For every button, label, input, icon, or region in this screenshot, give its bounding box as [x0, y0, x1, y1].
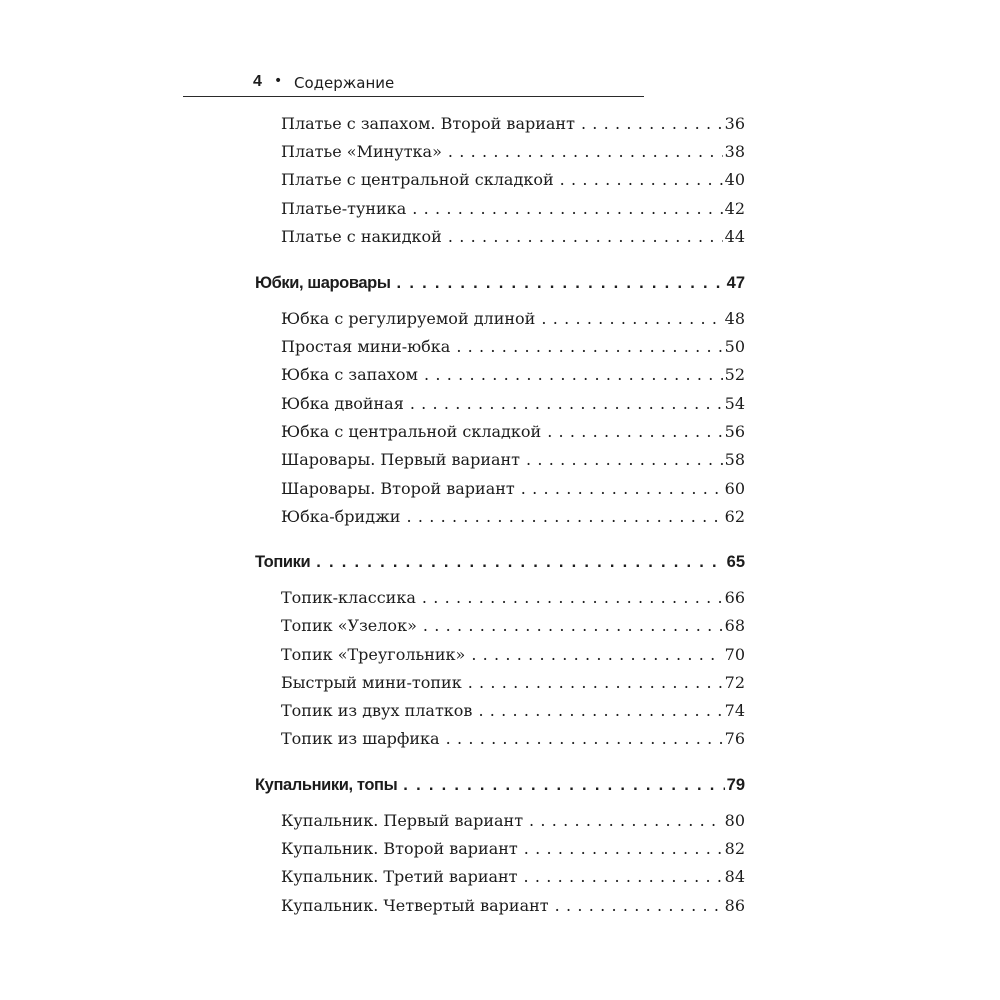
toc-section-swimwear[interactable]: [255, 776, 745, 795]
toc-item-title: Топик из шарфика: [281, 729, 440, 748]
toc-leader-dots: [560, 170, 723, 189]
toc-item[interactable]: [281, 811, 745, 830]
toc-item-page: 42: [724, 199, 745, 218]
toc-item[interactable]: [281, 588, 745, 607]
toc-leader-dots: [316, 553, 724, 572]
toc-item-page: 82: [724, 839, 745, 858]
toc-item[interactable]: [281, 701, 745, 720]
toc-item-page: 62: [724, 507, 745, 526]
toc-item[interactable]: [281, 422, 745, 441]
toc-leader-dots: [471, 645, 722, 664]
toc-item[interactable]: [281, 507, 745, 526]
toc-item-title: Топик «Треугольник»: [281, 645, 466, 664]
toc-item-title: Юбка с центральной складкой: [281, 422, 542, 441]
toc-leader-dots: [478, 701, 722, 720]
toc-leader-dots: [410, 394, 723, 413]
toc-item[interactable]: [281, 896, 745, 915]
toc-section-page: 47: [726, 274, 745, 292]
toc-item-page: 70: [724, 645, 745, 664]
toc-item[interactable]: [281, 337, 745, 356]
toc-leader-dots: [412, 199, 722, 218]
toc-section-page: 79: [726, 776, 745, 794]
toc-item[interactable]: [281, 227, 745, 246]
toc-item[interactable]: [281, 645, 745, 664]
toc-leader-dots: [547, 422, 722, 441]
toc-item[interactable]: [281, 114, 745, 133]
toc-section-title: Купальники, топы: [255, 776, 398, 794]
toc-leader-dots: [581, 114, 723, 133]
toc-leader-dots: [403, 776, 724, 795]
toc-item-title: Купальник. Третий вариант: [281, 867, 518, 886]
toc-leader-dots: [555, 896, 723, 915]
toc-item-title: Топик из двух платков: [281, 701, 473, 720]
toc-section-page: 65: [726, 553, 745, 571]
toc-leader-dots: [406, 507, 722, 526]
header-title: Содержание: [294, 74, 395, 92]
toc-item-page: 50: [724, 337, 745, 356]
toc-item[interactable]: [281, 673, 745, 692]
toc-item-page: 74: [724, 701, 745, 720]
toc-item-title: Платье с центральной складкой: [281, 170, 554, 189]
toc-item-page: 40: [724, 170, 745, 189]
toc-item-title: Топик-классика: [281, 588, 416, 607]
toc-item-title: Юбка-бриджи: [281, 507, 401, 526]
toc-item-title: Юбка с запахом: [281, 365, 418, 384]
toc-item-title: Купальник. Второй вариант: [281, 839, 518, 858]
toc-leader-dots: [448, 142, 723, 161]
toc-leader-dots: [422, 588, 723, 607]
toc-item[interactable]: [281, 170, 745, 189]
toc-section-title: Топики: [255, 553, 311, 571]
toc-item-page: 56: [724, 422, 745, 441]
toc-item-title: Юбка двойная: [281, 394, 404, 413]
toc-item-title: Быстрый мини-топик: [281, 673, 462, 692]
toc-leader-dots: [423, 616, 723, 635]
toc-section-tops[interactable]: [255, 553, 745, 572]
toc-item-page: 68: [724, 616, 745, 635]
toc-item-page: 80: [724, 811, 745, 830]
toc-item-title: Топик «Узелок»: [281, 616, 417, 635]
toc-item-title: Юбка с регулируемой длиной: [281, 309, 536, 328]
toc-leader-dots: [526, 450, 723, 469]
toc-item-page: 60: [724, 479, 745, 498]
toc-item-page: 84: [724, 867, 745, 886]
toc-item-title: Шаровары. Первый вариант: [281, 450, 521, 469]
toc-leader-dots: [529, 811, 723, 830]
toc-item[interactable]: [281, 394, 745, 413]
toc-leader-dots: [468, 673, 723, 692]
toc-item[interactable]: [281, 142, 745, 161]
toc-item-page: 52: [724, 365, 745, 384]
toc-item[interactable]: [281, 365, 745, 384]
header-bullet: •: [274, 73, 283, 89]
toc-leader-dots: [524, 867, 723, 886]
toc-leader-dots: [448, 227, 723, 246]
toc-item-title: Платье-туника: [281, 199, 407, 218]
toc-leader-dots: [456, 337, 722, 356]
toc-leader-dots: [424, 365, 723, 384]
toc-item-page: 76: [724, 729, 745, 748]
toc-item-title: Простая мини-юбка: [281, 337, 451, 356]
toc-item[interactable]: [281, 839, 745, 858]
toc-item[interactable]: [281, 867, 745, 886]
toc-item-page: 66: [724, 588, 745, 607]
toc-leader-dots: [446, 729, 723, 748]
toc-leader-dots: [521, 479, 723, 498]
toc-section-title: Юбки, шаровары: [255, 274, 391, 292]
toc-item-page: 54: [724, 394, 745, 413]
page-number: 4: [253, 73, 262, 90]
toc-leader-dots: [397, 274, 725, 293]
toc-leader-dots: [541, 309, 722, 328]
toc-item-page: 72: [724, 673, 745, 692]
toc-item-title: Платье «Минутка»: [281, 142, 442, 161]
toc-item-page: 36: [724, 114, 745, 133]
toc-leader-dots: [524, 839, 723, 858]
toc-item-title: Шаровары. Второй вариант: [281, 479, 515, 498]
toc-item-title: Купальник. Первый вариант: [281, 811, 524, 830]
toc-item-title: Купальник. Четвертый вариант: [281, 896, 549, 915]
toc-item[interactable]: [281, 616, 745, 635]
toc-item-page: 58: [724, 450, 745, 469]
toc-section-skirts[interactable]: [255, 274, 745, 293]
toc-item-page: 86: [724, 896, 745, 915]
toc-item[interactable]: [281, 450, 745, 469]
toc-item-page: 48: [724, 309, 745, 328]
toc-item[interactable]: [281, 729, 745, 748]
toc-item-page: 38: [724, 142, 745, 161]
toc-item-title: Платье с запахом. Второй вариант: [281, 114, 575, 133]
toc-item-page: 44: [724, 227, 745, 246]
toc-item[interactable]: [281, 479, 745, 498]
toc-item[interactable]: [281, 309, 745, 328]
toc-item-title: Платье с накидкой: [281, 227, 442, 246]
toc-item[interactable]: [281, 199, 745, 218]
